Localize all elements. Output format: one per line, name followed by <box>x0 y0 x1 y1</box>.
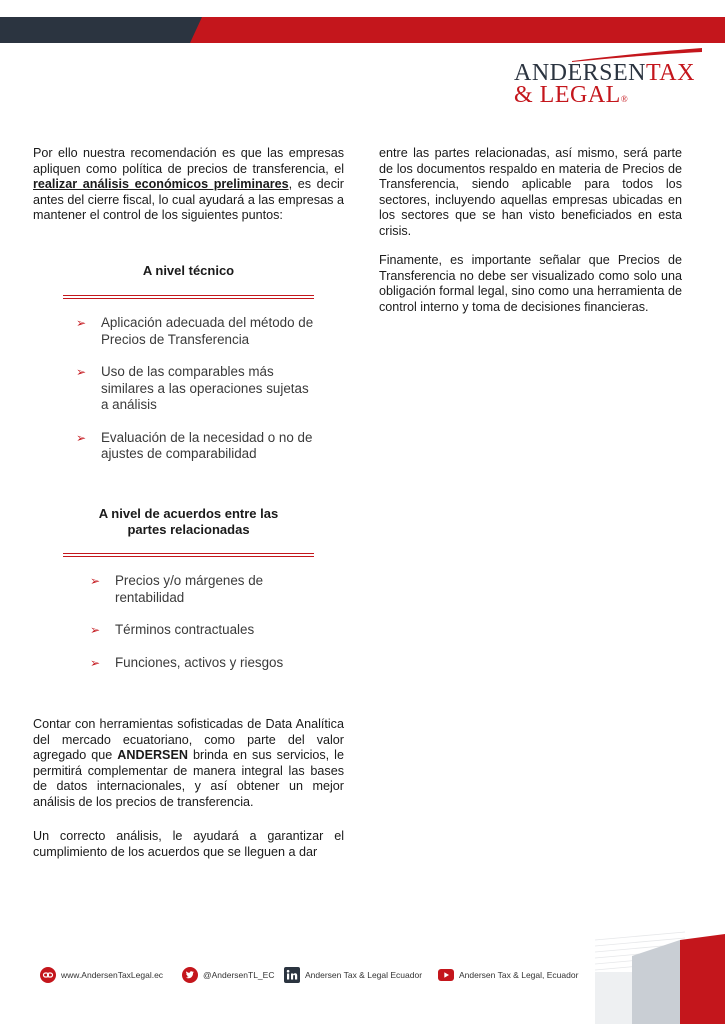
arrow-right-icon: ➢ <box>76 430 87 445</box>
link-icon <box>40 967 56 983</box>
logo-tax-text: TAX <box>646 60 695 86</box>
section-technical-title: A nivel técnico <box>142 263 235 278</box>
arrow-right-icon: ➢ <box>90 655 101 670</box>
section-agreements-title-line-2: partes relacionadas <box>127 522 250 537</box>
footer-website-text: www.AndersenTaxLegal.ec <box>61 970 164 980</box>
list-item <box>76 315 316 348</box>
footer-website[interactable] <box>40 966 163 984</box>
logo-legal-text: & LEGAL <box>514 82 621 108</box>
linkedin-icon <box>284 967 300 983</box>
logo-andersen-text: ANDERSEN <box>514 60 647 86</box>
technical-list <box>76 315 316 463</box>
arrow-right-icon: ➢ <box>90 623 101 637</box>
footer-youtube-text: Andersen Tax & Legal, Ecuador <box>459 970 579 980</box>
section-agreements-rule <box>63 553 314 557</box>
intro-emphasis: realizar análisis económicos preliminares <box>33 177 289 192</box>
youtube-icon <box>438 967 454 983</box>
arrow-right-icon: ➢ <box>76 316 87 330</box>
list-item-text: Términos contractuales <box>115 622 255 637</box>
list-item-text: Evaluación de la necesidad o no de ajustes de comparabilidad <box>101 429 313 461</box>
top-banner-red-band <box>190 17 725 43</box>
list-item-text: Funciones, activos y riesgos <box>115 654 284 670</box>
right-paragraph-1: entre las partes relacionadas, así mismo, será parte de los documentos respaldo en materia de Precios de Transferencia, siendo aplicable para todos los sectores, incluyendo aquellas empresas ubicadas en los sectores que se han visto beneficiados en esta crisis. <box>379 146 682 238</box>
agreements-list <box>90 573 310 671</box>
para2-text-a: Contar con herramientas sofisticadas de Data Analítica del mercado ecuatoriano, como parte del valor agregado que <box>33 717 344 763</box>
right-paragraph-2: Finamente, es importante señalar que Precios de Transferencia no debe ser visualizado como solo una obligación formal legal, sino como una herramienta de control interno y toma de decisiones financieras. <box>379 253 682 314</box>
list-item-text: Aplicación adecuada del método de Precios de Transferencia <box>101 315 314 347</box>
footer-twitter[interactable] <box>182 966 274 984</box>
intro-text-a: Por ello nuestra recomendación es que las empresas apliquen como política de precios de transferencia, el <box>33 146 344 176</box>
intro-text-b: , es decir antes del cierre fiscal, lo cual ayudará a las empresas a mantener el control de los siguientes puntos: <box>33 177 344 223</box>
list-item-text: Precios y/o márgenes de rentabilidad <box>115 573 264 605</box>
data-analytics-paragraph <box>33 717 344 811</box>
corner-decoration <box>590 930 725 1024</box>
footer-linkedin[interactable] <box>284 966 422 984</box>
twitter-icon <box>182 967 198 983</box>
list-item-text: Uso de las comparables más similares a las operaciones sujetas a análisis <box>101 364 309 412</box>
para2-text-b: brinda en sus servicios, le permitirá complementar de manera integral las bases de datos internacionales, y así obtener un mejor análisis de los precios de transferencia. <box>33 748 344 809</box>
footer-youtube[interactable] <box>438 966 578 984</box>
list-item <box>90 655 310 672</box>
top-banner <box>0 17 725 43</box>
section-agreements-title <box>63 506 314 538</box>
analysis-paragraph: Un correcto análisis, le ayudará a garantizar el cumplimiento de los acuerdos que se lleguen a dar <box>33 829 344 859</box>
andersen-logo <box>512 48 712 110</box>
list-item <box>76 364 316 414</box>
section-agreements-title-line-1: A nivel de acuerdos entre las <box>98 506 279 521</box>
para2-emphasis: ANDERSEN <box>117 748 188 763</box>
intro-paragraph <box>33 146 344 224</box>
footer-twitter-text: @AndersenTL_EC <box>203 970 275 980</box>
list-item <box>90 573 310 606</box>
section-technical-rule <box>63 295 314 299</box>
logo-registered-mark: ® <box>620 94 629 104</box>
arrow-right-icon: ➢ <box>90 574 101 588</box>
footer-linkedin-text: Andersen Tax & Legal Ecuador <box>305 970 423 980</box>
list-item <box>90 622 310 639</box>
list-item <box>76 430 316 463</box>
logo-line-2 <box>514 82 628 109</box>
arrow-right-icon: ➢ <box>76 365 87 379</box>
